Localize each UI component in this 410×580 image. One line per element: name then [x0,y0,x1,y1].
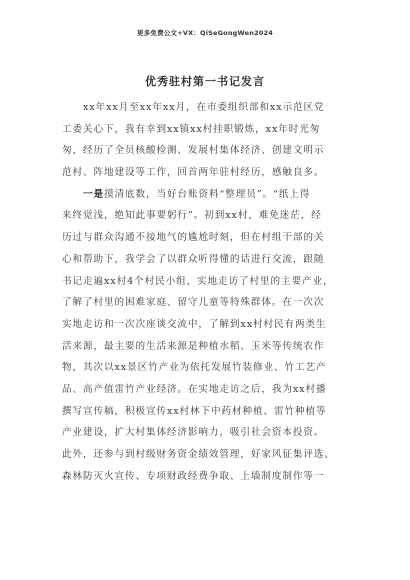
body-line: 范村、阵地建设等工作，回首两年驻村经历，感触良多。 [62,167,325,179]
body-line: xx年xx月至xx年xx月，在市委组织部和xx示范区党 [83,102,325,113]
body-line: 匆，经历了全员核酸检测、发展村集体经济、创建文明示 [62,145,325,157]
body-line: 心和帮助下，我学会了以群众听得懂的话进行交流，跟随 [62,253,325,265]
bold-lead: 一是 [83,188,104,200]
body-line: 撰写宣传稿，积极宣传xx村林下中药材种植、雷竹种植等 [62,405,327,417]
document-title: 优秀驻村第一书记发言 [145,75,265,88]
body-line: 产业建设，扩大村集体经济影响力，吸引社会资本投资。 [62,427,325,439]
header-note: 更多免费公文+VX：QiSeGongWen2024 [137,29,273,37]
body-line: 来终觉浅，绝知此事要躬行”。初到xx村，难免迷茫，经 [62,210,322,222]
body-line: 了解了村里的困难家庭、留守儿童等特殊群体。在一次次 [62,297,325,309]
body-line-rest: 摸清底数，当好台账资料“整理员”。“纸上得 [104,188,311,200]
body-line: 森林防灭火宣传、专项财政经费争取、上墙制度制作等一 [62,470,325,482]
body-line: 书记走遍xx村4个村民小组，实地走访了村里的主要产业， [62,275,334,287]
document-body [62,97,350,487]
body-line: 实地走访和一次次座谈交流中，了解到xx村村民有两类生 [62,318,327,330]
body-line: 品、高产值雷竹产业经济。在实地走访之后，我为xx村播 [62,383,327,395]
body-line: 此外，还参与到村级财务资金绩效管理，好家风征集评选、 [62,449,335,460]
paragraph-first-line [62,184,350,206]
body-line: 历过与群众沟通不接地气的尴尬时刻，但在村组干部的关 [62,232,325,244]
body-line: 工委关心下，我有幸到xx镇xx村挂职锻炼，xx年时光匆 [62,123,321,135]
body-line: 物，其次以xx景区竹产业为依托发展竹装修业、竹工艺产 [62,362,327,374]
body-line: 活来源，最主要的生活来源是种植水稻、玉米等传统农作 [62,340,325,352]
